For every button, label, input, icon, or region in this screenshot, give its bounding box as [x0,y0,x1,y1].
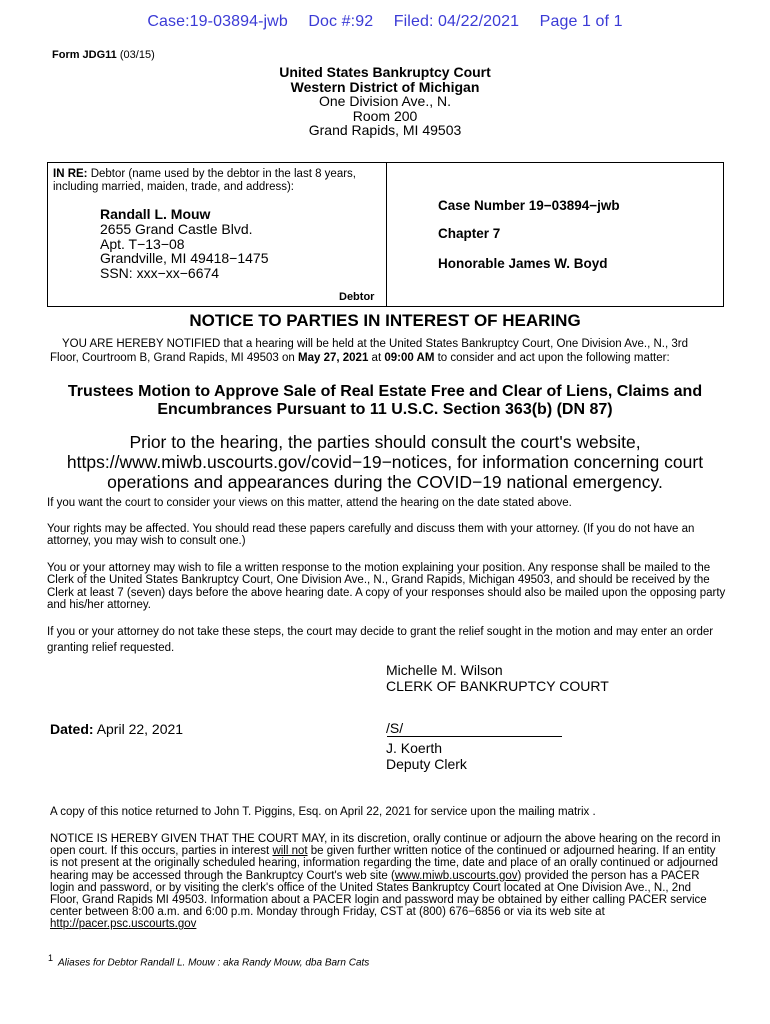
pacer-website-link[interactable]: http://pacer.psc.uscourts.gov [50,918,197,931]
debtor-city: Grandville, MI 49418−1475 [100,250,269,267]
covid-notice: Prior to the hearing, the parties should consult the court's website, https://www.miwb.uscourts.gov/covid−19−notices, for information concerning court operations and appearances during the COVID−19 national emergency. [66,432,704,492]
continuance-text-b: be given further written notice of the continued or adjourned hearing. If an entity is not present at the originally scheduled hearing, information regarding the time, date and place of an orally continued or adjourned hearing may be accessed through the Bankruptcy Court's web site ( [50,845,719,882]
paragraph-attend: If you want the court to consider your views on this matter, attend the hearing on the date stated above. [47,497,572,509]
paragraph-response: You or your attorney may wish to file a written response to the motion explaining your position. Any response shall be mailed to the Clerk of the United States Bankruptcy Court, One Division Ave., N., Grand Rapids, Michigan 49503, and should be received by the Clerk at least 7 (seven) days before the above hearing date. A copy of your responses should also be mailed upon the opposing party and his/her attorney. [47,562,726,611]
hearing-notice-end: to consider and act upon the following matter: [434,351,670,364]
hearing-date: May 27, 2021 [298,351,369,364]
debtor-block [100,207,269,281]
footnote-text: Aliases for Debtor Randall L. Mouw : aka Randy Mouw, dba Barn Cats [58,957,370,969]
form-id: Form JDG11 [52,49,117,61]
hearing-notice [50,338,712,365]
case-number: Case Number 19−03894−jwb [438,198,620,213]
notice-title: NOTICE TO PARTIES IN INTEREST OF HEARING [189,311,581,330]
debtor-ssn: SSN: xxx−xx−6674 [100,265,220,282]
signature-title: Deputy Clerk [386,755,467,772]
hearing-time: 09:00 AM [384,351,435,364]
court-name: United States Bankruptcy Court [279,64,491,80]
filing-stamp [0,13,770,31]
case-chapter: Chapter 7 [438,226,501,241]
dated-value: April 22, 2021 [96,721,184,737]
in-re-label [53,168,383,194]
signature-s: /S/ [386,720,404,736]
signature-line [387,736,562,737]
caption-divider [386,163,387,306]
form-rev: (03/15) [119,49,155,61]
form-identifier [52,49,155,61]
copy-note: A copy of this notice returned to John T. Piggins, Esq. on April 22, 2021 for service upon the mailing matrix . [50,806,596,818]
hearing-at: at [368,351,385,364]
debtor-label: Debtor [339,291,375,303]
stamp-doc: Doc #:92 [308,13,374,30]
court-district: Western District of Michigan [290,78,480,95]
clerk-block [386,663,609,694]
continuance-text-a: NOTICE IS HEREBY GIVEN THAT THE COURT MAY, in its discretion, orally continue or adjourn the above hearing on the record in open court. If this occurs, parties in interest [50,833,721,858]
court-website-link[interactable]: www.miwb.uscourts.gov [394,869,518,882]
signature-block [386,741,467,772]
hearing-notice-text: YOU ARE HEREBY NOTIFIED that a hearing will be held at the United States Bankruptcy Court, One Division Ave., N., 3rd Floor, Courtroom B, Grand Rapids, MI 49503 on [50,338,688,364]
in-re-description: Debtor (name used by the debtor in the last 8 years, including married, maiden, trade, and address): [53,168,356,193]
clerk-name: Michelle M. Wilson [386,662,503,678]
motion-title: Trustees Motion to Approve Sale of Real Estate Free and Clear of Liens, Claims and Encumbrances Pursuant to 11 U.S.C. Section 363(b) (DN 87) [67,383,703,418]
clerk-title: CLERK OF BANKRUPTCY COURT [386,677,609,694]
debtor-name: Randall L. Mouw [100,206,211,222]
continuance-text-c: ) provided the person has a PACER login and password, or by visiting the clerk's office of the United States Bankruptcy Court located at One Division Ave., N., 2nd Floor, Grand Rapids MI 49503. Information about a PACER login and password may be obtained by either calling PACER service center between 8:00 a.m. and 6:00 p.m. Monday through Friday, CST at (800) 676−6856 or via its web site at [50,869,707,919]
stamp-filed: Filed: 04/22/2021 [393,13,520,30]
dated-label: Dated: [50,721,94,737]
debtor-street: 2655 Grand Castle Blvd. [100,220,253,237]
dated [50,721,183,737]
court-heading [0,65,770,138]
in-re-prefix: IN RE: [53,168,88,180]
debtor-apt: Apt. T−13−08 [100,235,185,252]
case-judge: Honorable James W. Boyd [438,256,608,271]
footnote [48,953,369,968]
court-address-1: One Division Ave., N. [318,93,452,109]
court-address-2: Room 200 [352,107,418,124]
paragraph-relief: If you or your attorney do not take these steps, the court may decide to grant the relief sought in the motion and may enter an order granting relief requested. [47,626,714,654]
signature-name: J. Koerth [386,740,443,756]
stamp-page: Page 1 of 1 [539,13,623,30]
paragraph-rights: Your rights may be affected. You should read these papers carefully and discuss them with your attorney. (If you do not have an attorney, you may wish to consult one.) [47,523,695,548]
stamp-case: Case:19-03894-jwb [147,13,288,30]
footnote-mark: 1 [48,953,54,963]
continuance-notice [50,833,722,931]
court-address-3: Grand Rapids, MI 49503 [308,122,462,138]
will-not-emphasis: will not [272,845,308,858]
